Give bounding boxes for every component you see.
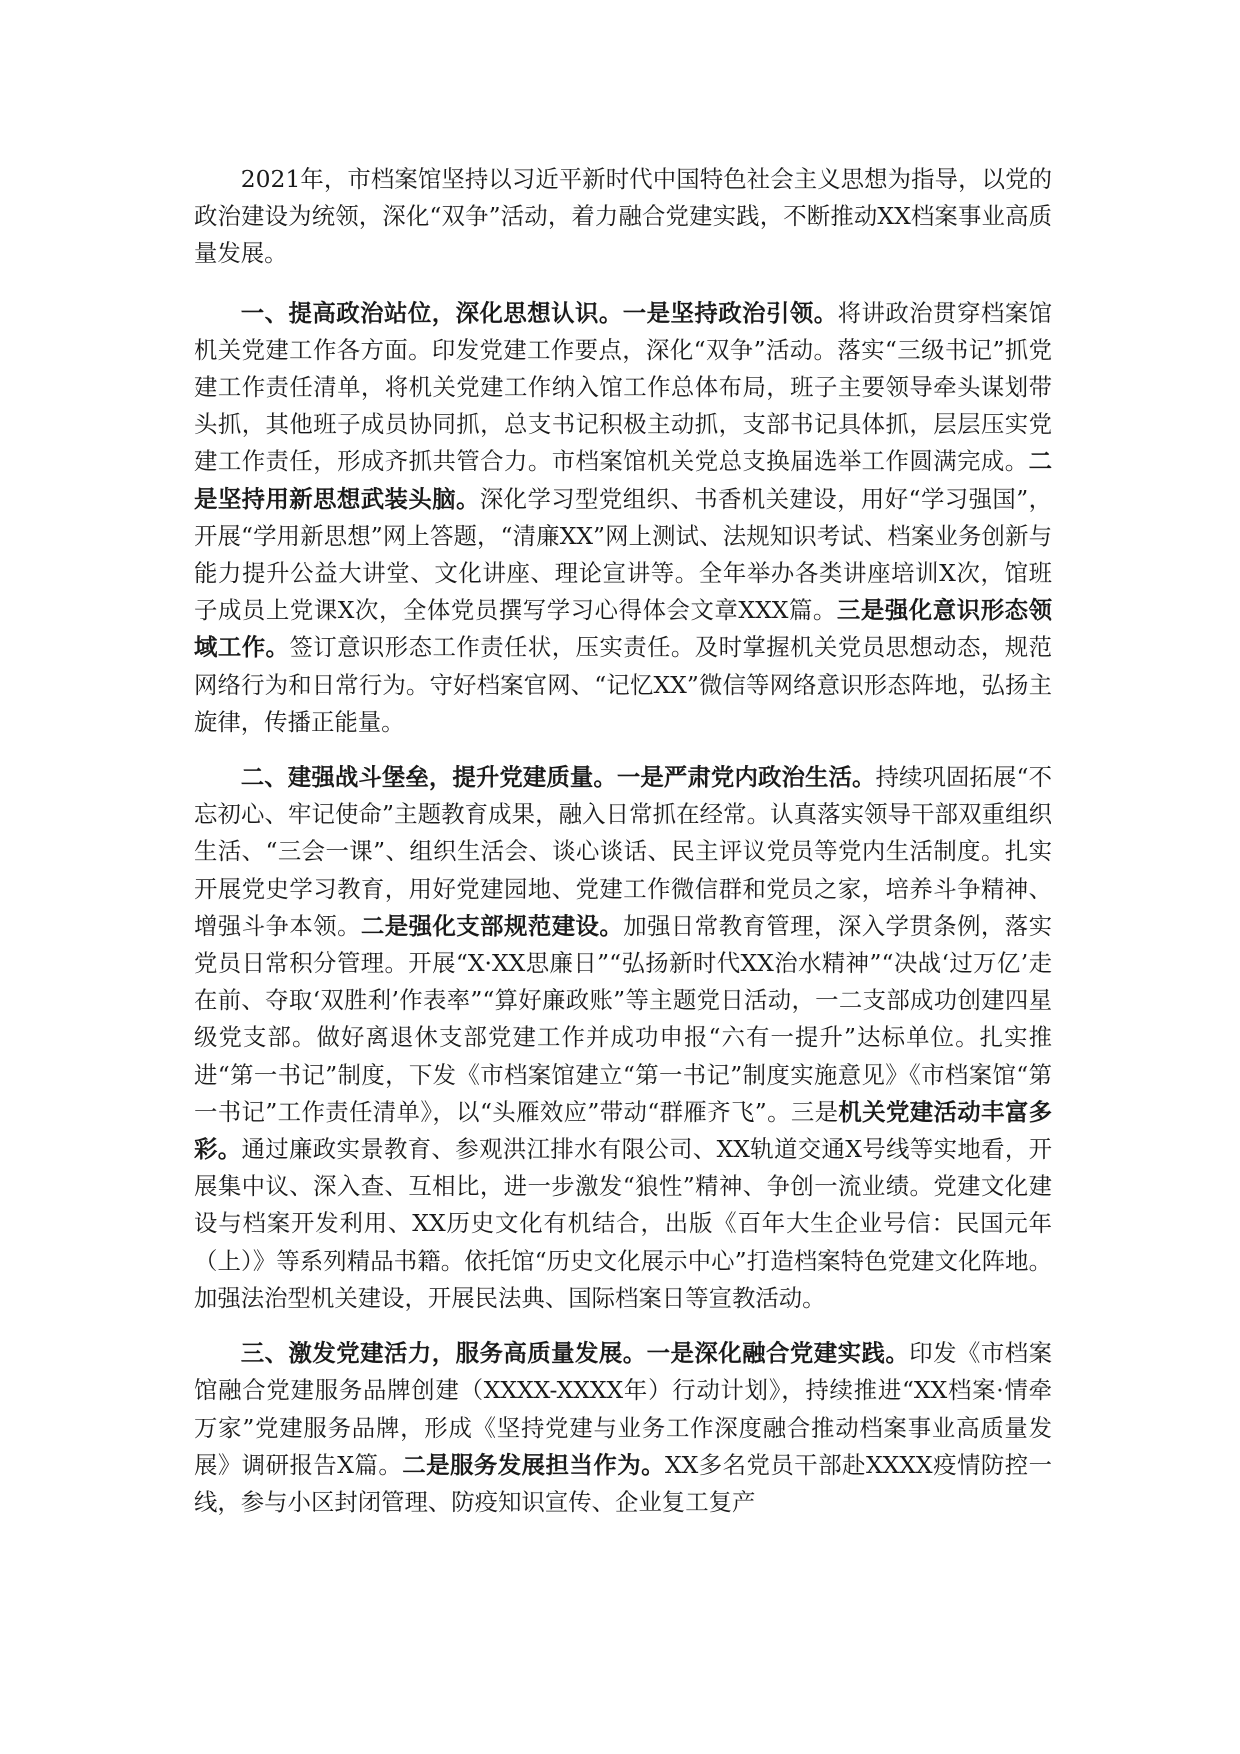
document-body [194, 161, 1052, 1539]
section-1-heading: 一、提高政治站位，深化思想认识。一是坚持政治引领。 [240, 298, 838, 327]
section-1-subheading-3: 三是强化意识形态领域工作。 [194, 596, 1053, 662]
section-2-subheading-3: 机关党建活动丰富多彩。 [194, 1097, 1053, 1164]
section-1-text-c: 签订意识形态工作责任状，压实责任。及时掌握机关党员思想动态，规范网络行为和日常行为。守好档案官网、“记忆XX”微信等网络意识形态阵地，弘扬主旋律，传播正能量。 [194, 633, 1053, 736]
section-1-text-b: 深化学习型党组织、书香机关建设，用好“学习强国”，开展“学用新思想”网上答题，“清廉XX”网上测试、法规知识考试、档案业务创新与能力提升公益大讲堂、文化讲座、理论宣讲等。全年举办各类讲座培训X次，馆班子成员上党课X次，全体党员撰写学习心得体会文章XXX篇。 [194, 484, 1052, 625]
paragraph-section-2 [194, 759, 1052, 1317]
intro-text: 2021年，市档案馆坚持以习近平新时代中国特色社会主义思想为指导，以党的政治建设为统领，深化“双争”活动，着力融合党建实践，不断推动XX档案事业高质量发展。 [194, 165, 1052, 268]
section-1-text-a: 将讲政治贯穿档案馆机关党建工作各方面。印发党建工作要点，深化“双争”活动。落实“三级书记”抓党建工作责任清单，将机关党建工作纳入馆工作总体布局，班子主要领导牵头谋划带头抓，其他班子成员协同抓，总支书记积极主动抓，支部书记具体抓，层层压实党建工作责任，形成齐抓共管合力。市档案馆机关党总支换届选举工作圆满完成。 [194, 298, 1052, 476]
paragraph-intro [194, 161, 1052, 273]
section-3-text-a: 印发《市档案馆融合党建服务品牌创建（XXXX-XXXX年）行动计划》，持续推进“XX档案·情牵万家”党建服务品牌，形成《坚持党建与业务工作深度融合推动档案事业高质量发展》调研报告X篇。 [194, 1339, 1053, 1479]
section-2-text-a: 持续巩固拓展“不忘初心、牢记使命”主题教育成果，融入日常抓在经常。认真落实领导干部双重组织生活、“三会一课”、组织生活会、谈心谈话、民主评议党员等党内生活制度。扎实开展党史学习教育，用好党建园地、党建工作微信群和党员之家，培养斗争精神、增强斗争本领。 [194, 763, 1052, 940]
section-3-text-b: XX多名党员干部赴XXXX疫情防控一线，参与小区封闭管理、防疫知识宣传、企业复工复产 [194, 1450, 1052, 1516]
section-2-subheading-2: 二是强化支部规范建设。 [360, 911, 624, 940]
section-2-text-c: 通过廉政实景教育、参观洪江排水有限公司、XX轨道交通X号线等实地看，开展集中议、深入查、互相比，进一步激发“狼性”精神、争创一流业绩。党建文化建设与档案开发利用、XX历史文化有机结合，出版《百年大生企业号信：民国元年（上）》等系列精品书籍。依托馆“历史文化展示中心”打造档案特色党建文化阵地。加强法治型机关建设，开展民法典、国际档案日等宣教活动。 [194, 1135, 1052, 1312]
section-2-text-b: 加强日常教育管理，深入学贯条例，落实党员日常积分管理。开展“X·XX思廉日”“弘扬新时代XX治水精神”“决战‘过万亿’走在前、夺取‘双胜利’作表率”“算好廉政账”等主题党日活动，一二支部成功创建四星级党支部。做好离退休支部党建工作并成功申报“六有一提升”达标单位。扎实推进“第一书记”制度，下发《市档案馆建立“第一书记”制度实施意见》《市档案馆“第一书记”工作责任清单》，以“头雁效应”带动“群雁齐飞”。三是 [194, 911, 1053, 1126]
section-3-heading: 三、激发党建活力，服务高质量发展。一是深化融合党建实践。 [240, 1339, 910, 1368]
paragraph-section-1 [194, 295, 1052, 741]
section-1-subheading-2: 二是坚持用新思想武装头脑。 [194, 447, 1052, 513]
section-2-heading: 二、建强战斗堡垒，提升党建质量。一是严肃党内政治生活。 [240, 763, 876, 792]
paragraph-section-3 [194, 1335, 1052, 1521]
section-3-subheading-2: 二是服务发展担当作为。 [402, 1450, 665, 1479]
